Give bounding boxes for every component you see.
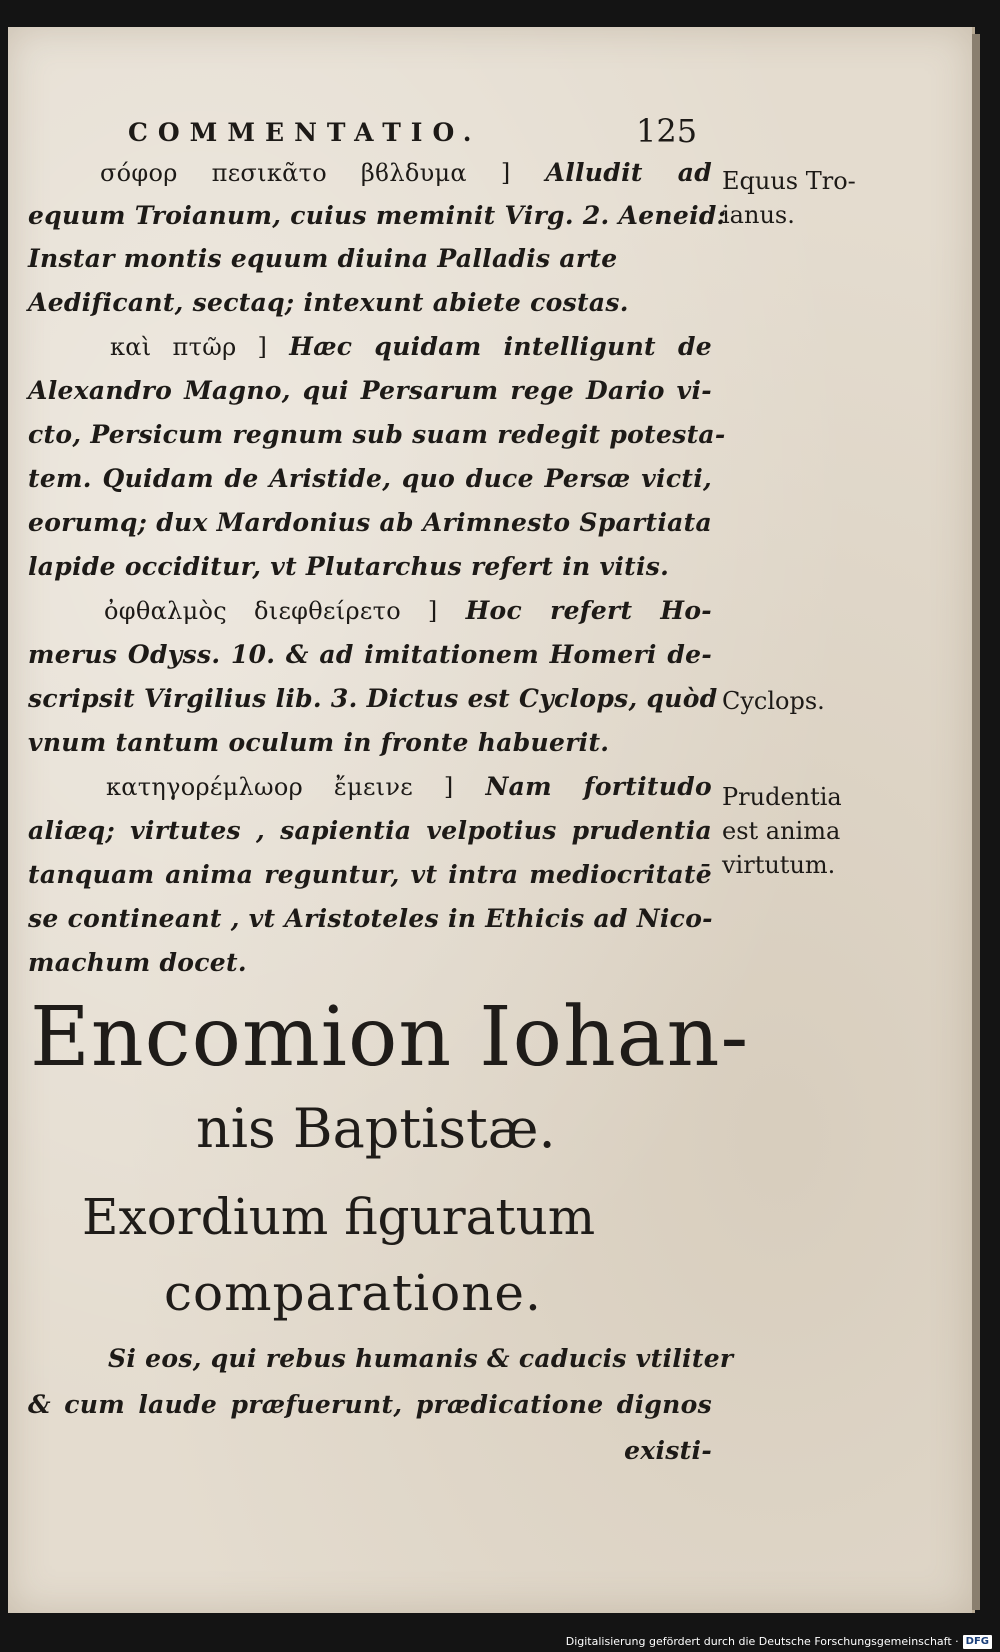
para2-text: Hæc quidam intelligunt de xyxy=(289,332,712,361)
heading-line1: Encomion Iohan- xyxy=(30,990,750,1085)
margin-note-prudentia-2: est anima xyxy=(722,817,841,845)
para2-line5: eorumq; dux Mardonius ab Arimnesto Spartiata xyxy=(28,508,712,537)
heading-line3: Exordium figuratum xyxy=(82,1188,596,1246)
para3-line3: scripsit Virgilius lib. 3. Dictus est Cyclops, quòd xyxy=(28,684,718,713)
para4-line2: aliæq; virtutes , sapientia velpotius prudentia xyxy=(28,816,712,845)
running-head: COMMENTATIO. xyxy=(128,118,482,147)
page-edge xyxy=(972,34,980,1610)
margin-note-cyclops: Cyclops. xyxy=(722,687,825,715)
greek-lemma: σόφορ πεσικᾶτο βϐλδυμα ] xyxy=(100,159,511,187)
para4-line1 xyxy=(106,772,712,802)
heading-line2: nis Baptistæ. xyxy=(196,1097,556,1160)
para4-text: Nam fortitudo xyxy=(485,772,712,801)
margin-note-equus-1: Equus Tro- xyxy=(722,167,856,195)
para5-line2: & cum laude præfuerunt, prædicatione dignos xyxy=(28,1390,712,1419)
greek-lemma: καὶ πτῶρ ] xyxy=(110,333,268,361)
para2-line6: lapide occiditur, vt Plutarchus refert in vitis. xyxy=(28,552,670,581)
heading-line4: comparatione. xyxy=(164,1264,542,1322)
para3-text: Hoc refert Ho- xyxy=(465,596,712,625)
para3-line2: merus Odyss. 10. & ad imitationem Homeri de- xyxy=(28,640,712,669)
greek-lemma: κατηγορέμλωορ ἔμεινε ] xyxy=(106,773,454,801)
para5-line1: Si eos, qui rebus humanis & caducis vtiliter xyxy=(108,1344,734,1373)
para1-line4: Aedificant, sectaq; intexunt abiete costas. xyxy=(28,288,629,317)
para1-line1 xyxy=(100,158,712,188)
dfg-logo-icon: DFG xyxy=(963,1635,992,1649)
para2-line1 xyxy=(110,332,712,362)
margin-note-prudentia-1: Prudentia xyxy=(722,783,842,811)
margin-note-equus-2: ianus. xyxy=(722,201,795,229)
para4-line3: tanquam anima reguntur, vt intra mediocritatē xyxy=(28,860,712,889)
page-number: 125 xyxy=(636,112,698,150)
para1-text: Alludit ad xyxy=(545,158,712,187)
para2-line3: cto, Persicum regnum sub suam redegit potesta- xyxy=(28,420,726,449)
para1-line2: equum Troianum, cuius meminit Virg. 2. Aeneid: xyxy=(28,201,727,230)
funding-footer xyxy=(566,1632,992,1652)
catchword: existi- xyxy=(624,1436,712,1465)
para1-line3: Instar montis equum diuina Palladis arte xyxy=(28,244,618,273)
para4-line4: se contineant , vt Aristoteles in Ethicis ad Nico- xyxy=(28,904,713,933)
margin-note-prudentia-3: virtutum. xyxy=(722,851,836,879)
para4-line5: machum docet. xyxy=(28,948,247,977)
greek-lemma: ὀφθαλμὸς διεφθείρετο ] xyxy=(104,597,438,625)
para2-line2: Alexandro Magno, qui Persarum rege Dario vi- xyxy=(28,376,712,405)
para3-line4: vnum tantum oculum in fronte habuerit. xyxy=(28,728,610,757)
footer-text: Digitalisierung gefördert durch die Deutsche Forschungsgemeinschaft · xyxy=(565,1635,959,1648)
para3-line1 xyxy=(104,596,712,626)
para2-line4: tem. Quidam de Aristide, quo duce Persæ victi, xyxy=(28,464,712,493)
